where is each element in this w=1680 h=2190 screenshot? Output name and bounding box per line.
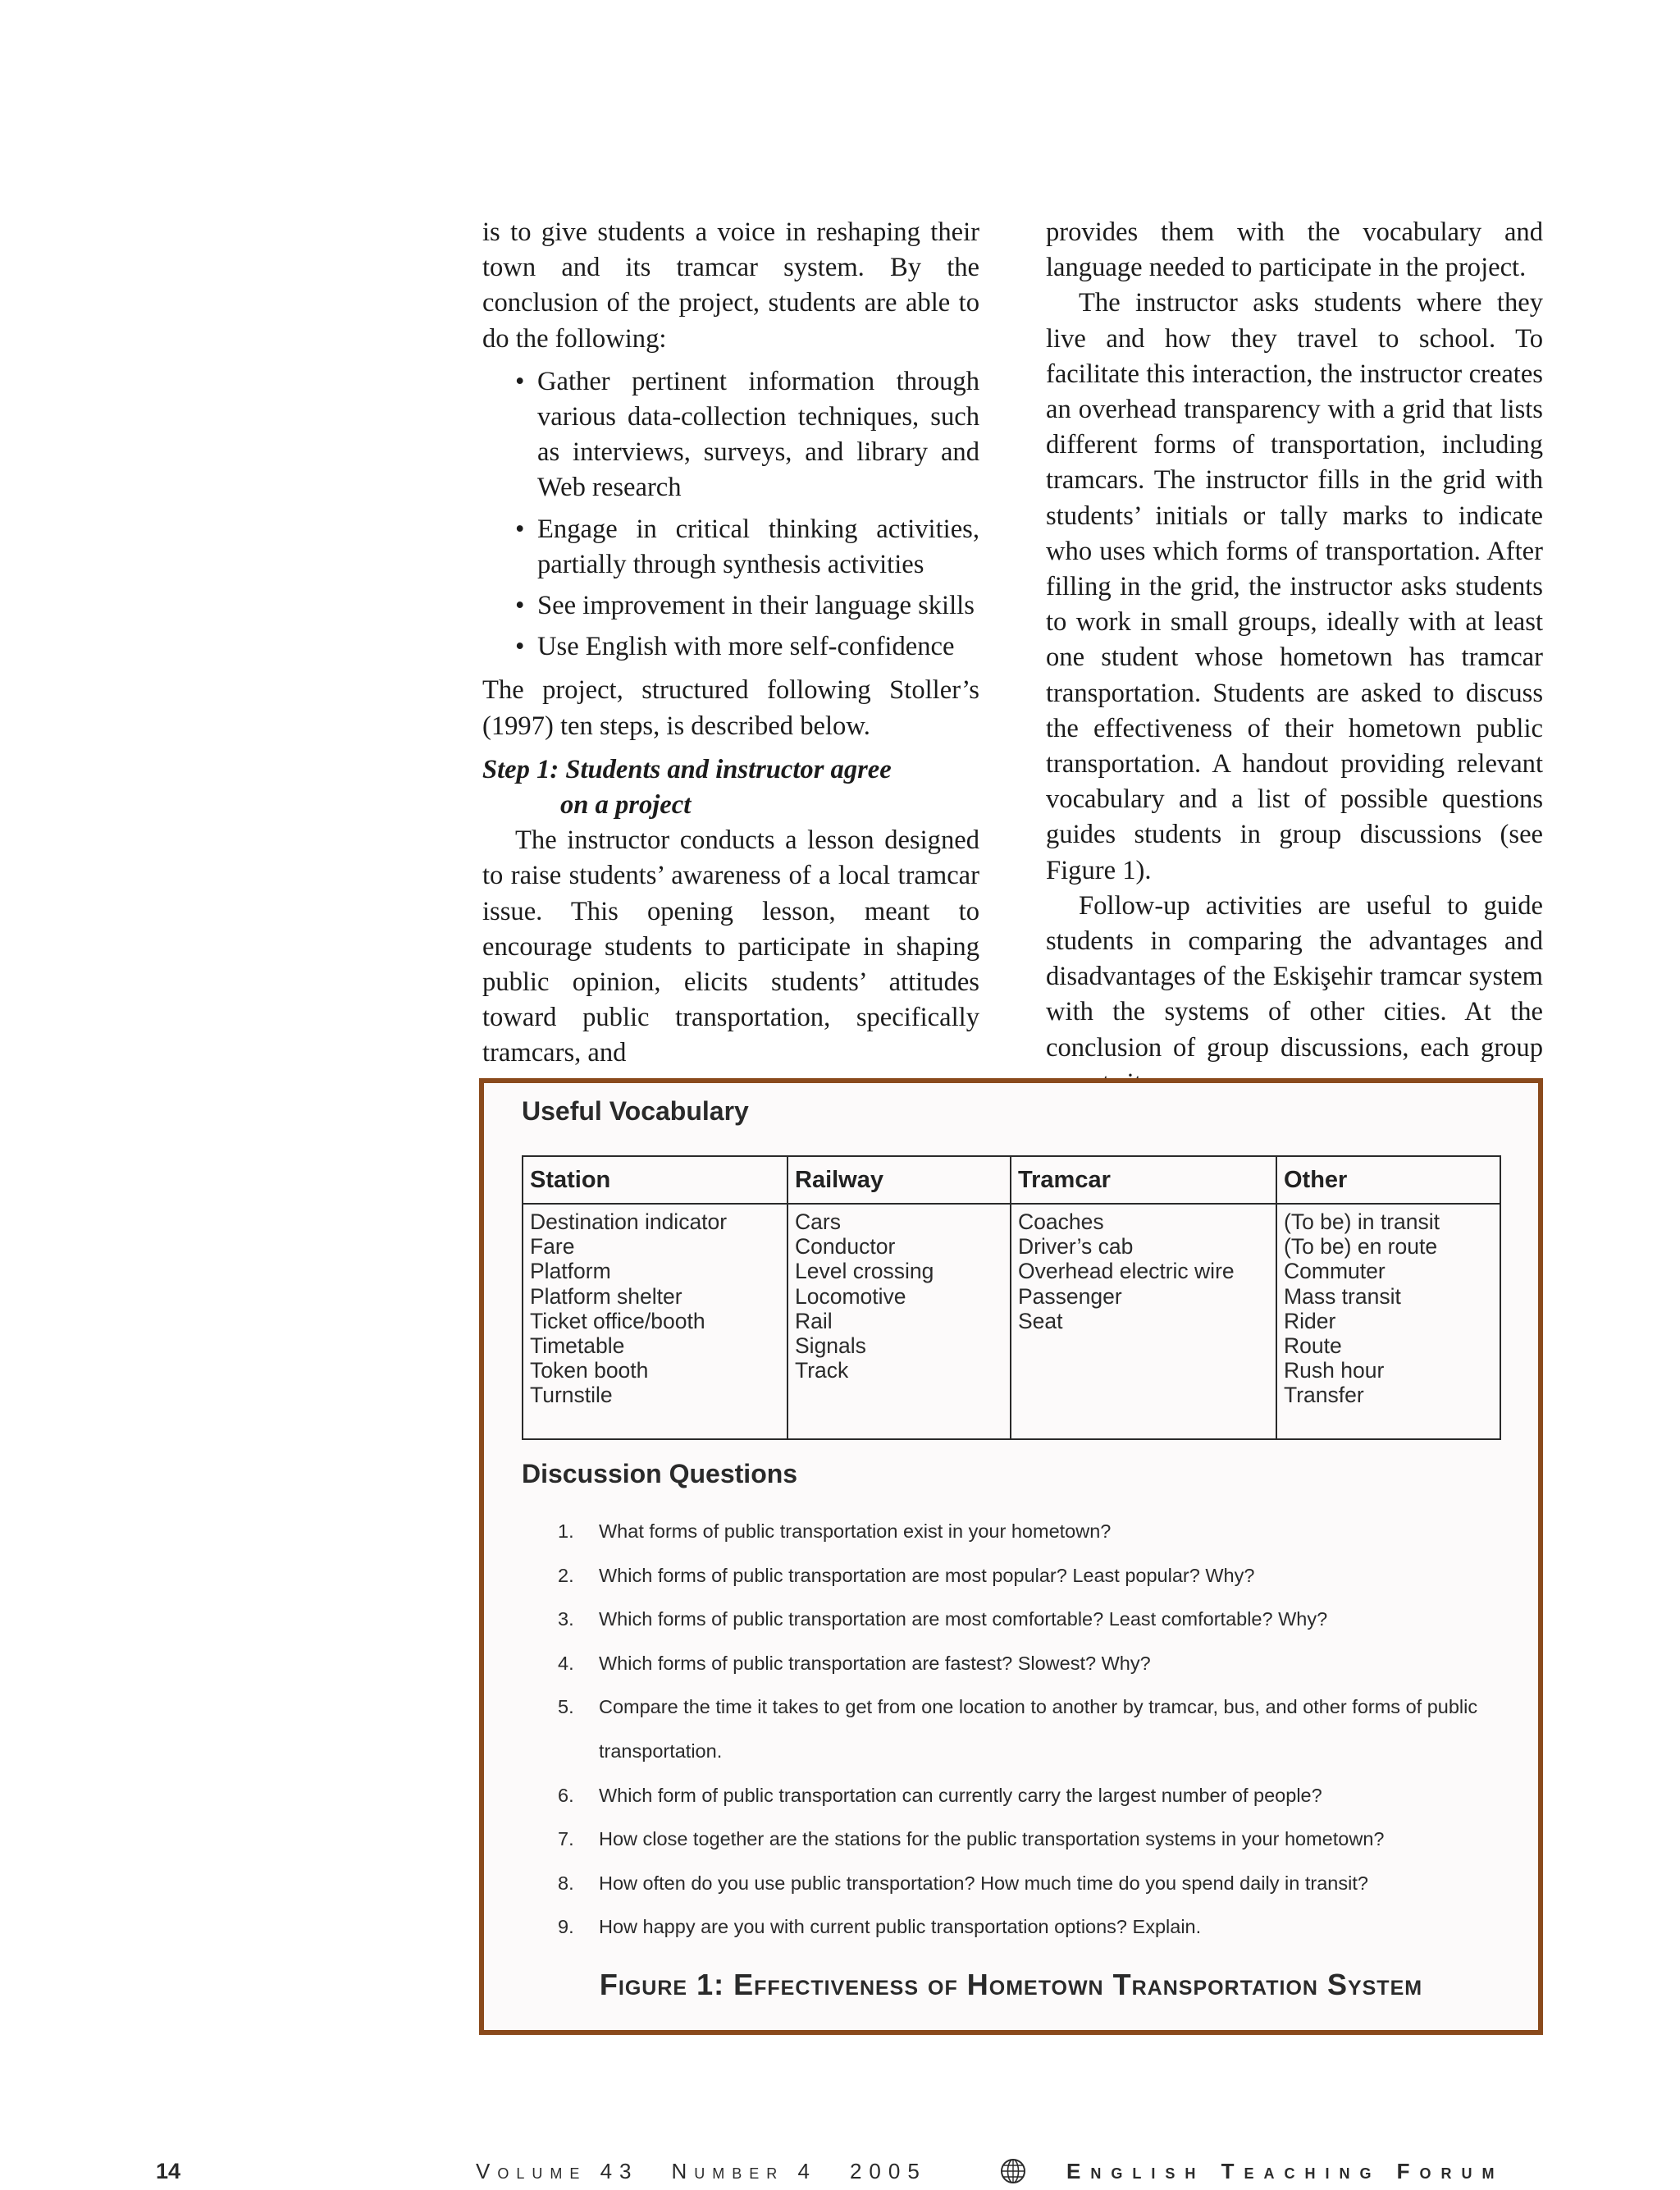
column-header: Tramcar (1011, 1157, 1276, 1205)
question-item: 5. Compare the time it takes to get from one location to another by tramcar, bus, and other forms of public transportation. (558, 1696, 1478, 1762)
vocab-item: Ticket office/booth (530, 1308, 705, 1333)
list-item: • See improvement in their language skills (515, 591, 975, 621)
vocab-item: Platform (530, 1259, 611, 1284)
vocab-item: Level crossing (795, 1259, 934, 1284)
vocab-item: Coaches (1018, 1209, 1104, 1234)
number-label: Number 4 (671, 2159, 817, 2183)
paragraph: Follow-up activities are useful to guide students in comparing the advantages and disadvantages of the Eskişehir tramcar system with the systems of other cities. At the conclusion of group discussions, each group (1046, 890, 1543, 1063)
page-footer (0, 2161, 1680, 2189)
vocab-column-railway (787, 1157, 1010, 1438)
question-item: 2. Which forms of public transportation are most popular? Least popular? Why? (558, 1564, 1255, 1586)
vocab-column-station (523, 1157, 787, 1438)
vocab-item: Commuter (1284, 1259, 1386, 1284)
vocab-item: Driver’s cab (1018, 1234, 1134, 1260)
question-item: 6. Which form of public transportation can currently carry the largest number of people? (558, 1784, 1322, 1806)
globe-icon (999, 2157, 1027, 2185)
paragraph: provides them with the vocabulary and language needed to participate in the project. (1046, 217, 1543, 283)
question-item: 9. How happy are you with current public transportation options? Explain. (558, 1916, 1202, 1938)
column-header: Other (1277, 1157, 1500, 1205)
year-label: 2005 (849, 2159, 927, 2183)
page-number: 14 (156, 2159, 181, 2183)
question-item: 4. Which forms of public transportation are fastest? Slowest? Why? (558, 1652, 1151, 1674)
vocab-item: Seat (1018, 1308, 1063, 1333)
vocab-item: Mass transit (1284, 1283, 1401, 1309)
vocab-column-tramcar (1010, 1157, 1276, 1438)
vocabulary-heading: Useful Vocabulary (522, 1096, 749, 1126)
vocab-item: Rush hour (1284, 1358, 1385, 1383)
outcomes-list (482, 364, 979, 665)
vocab-item: Route (1284, 1333, 1342, 1359)
question-item: 1. What forms of public transportation exist in your hometown? (558, 1520, 1112, 1542)
vocab-item: (To be) in transit (1284, 1209, 1440, 1234)
left-column (482, 215, 979, 1072)
volume-label: Volume 43 (476, 2159, 639, 2183)
question-item: 7. How close together are the stations for the public transportation systems in your hometown? (558, 1828, 1385, 1850)
vocab-item: Locomotive (795, 1283, 906, 1309)
vocab-item: Timetable (530, 1333, 625, 1359)
vocab-item: Track (795, 1358, 849, 1383)
project-paragraph: The project, structured following Stoller’s (1997) ten steps, is described below. (482, 675, 979, 741)
figure-caption: Figure 1: Effectiveness of Hometown Transportation System (599, 1968, 1423, 2001)
vocab-item: Passenger (1018, 1283, 1122, 1309)
step-heading-continued: on a project (560, 790, 692, 821)
vocab-item: Overhead electric wire (1018, 1259, 1235, 1284)
question-item: 8. How often do you use public transportation? How much time do you spend daily in transit? (558, 1872, 1368, 1894)
question-item: 3. Which forms of public transportation are most comfortable? Least comfortable? Why? (558, 1608, 1328, 1630)
intro-paragraph: is to give students a voice in reshaping their town and its tramcar system. By the conclusion of the project, students are able to do the following: (482, 217, 979, 354)
vocab-item: (To be) en route (1284, 1234, 1438, 1260)
column-header: Railway (788, 1157, 1010, 1205)
vocab-column-other (1276, 1157, 1500, 1438)
step-paragraph: The instructor conducts a lesson designed to raise students’ awareness of a local tramcar issue. This opening lesson, meant to encourage students to participate in shaping public opinion, elicits students’ attitudes toward public transportation, specifically tramcars, and (482, 825, 979, 1068)
journal-name: English Teaching Forum (1066, 2159, 1504, 2183)
vocab-item: Rider (1284, 1308, 1336, 1333)
step-heading: Step 1: Students and instructor agree (482, 754, 892, 784)
right-column (1046, 215, 1543, 1101)
vocab-item: Token booth (530, 1358, 649, 1383)
figure-box (479, 1078, 1543, 2035)
vocab-item: Cars (795, 1209, 841, 1234)
vocab-item: Turnstile (530, 1383, 613, 1408)
list-item: • Use English with more self-confidence (515, 632, 955, 662)
list-item: • Engage in critical thinking activities, partially through synthesis activities (515, 514, 979, 579)
vocab-item: Signals (795, 1333, 866, 1359)
vocab-item: Platform shelter (530, 1283, 682, 1309)
vocab-item: Transfer (1284, 1383, 1364, 1408)
column-header: Station (523, 1157, 787, 1205)
questions-list (558, 1510, 1493, 1950)
vocabulary-table (522, 1155, 1501, 1440)
vocab-item: Rail (795, 1308, 833, 1333)
vocab-item: Conductor (795, 1234, 896, 1260)
paragraph: The instructor asks students where they live and how they travel to school. To facilitate this interaction, the instructor creates an overhead transparency with a grid that lists different forms of transportation, including tramcars. The instructor fills in the grid with students’ initials or tally marks to indicate who uses which forms of transportation. After filling in the grid, the instructor asks students to work in small groups, ideally with at least one student whose hometown has tramcar transportation. Students are asked to discuss the effectiveness of their hometown public transportation. A handout providing relevant vocabulary and a list of possible questions guides students in group discussions (see Figure 1). (1046, 288, 1543, 885)
list-item: • Gather pertinent information through various data-collection techniques, such as interviews, surveys, and library and Web research (515, 366, 979, 503)
vocab-item: Fare (530, 1234, 575, 1260)
issue-info (476, 2159, 927, 2184)
vocab-item: Destination indicator (530, 1209, 728, 1234)
questions-heading: Discussion Questions (522, 1459, 798, 1488)
